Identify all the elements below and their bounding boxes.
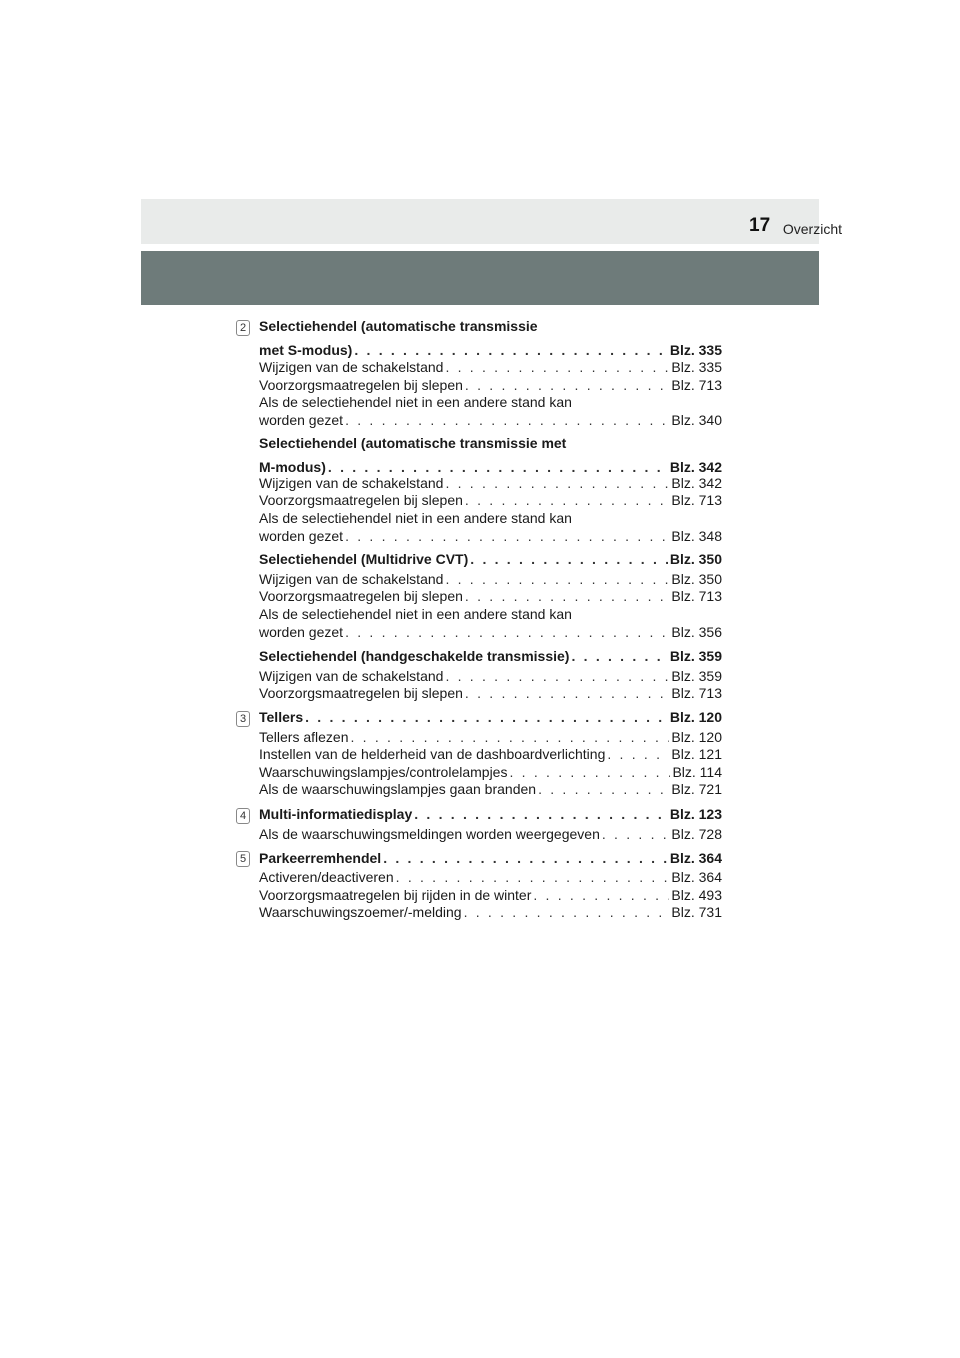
page-reference: Blz. 359 <box>669 648 722 664</box>
section-title: Overzicht <box>782 221 842 237</box>
page-reference: Blz. 342 <box>671 475 722 491</box>
toc-sub-entry <box>259 359 722 377</box>
entry-line <box>259 709 722 727</box>
page-reference: Blz. 335 <box>669 341 722 358</box>
dot-leader <box>305 709 668 727</box>
page-number: 17 <box>749 215 771 236</box>
entry-title: Wijzigen van de schakelstand <box>259 359 444 375</box>
entry-line <box>259 668 722 686</box>
entry-line <box>259 869 722 887</box>
entry-title: Voorzorgsmaatregelen bij slepen <box>259 588 463 604</box>
toc-main-entry <box>259 709 722 727</box>
entry-line <box>259 904 722 922</box>
toc-main-entry <box>259 648 722 666</box>
toc-sub-entry <box>259 904 722 922</box>
dot-leader <box>602 826 670 844</box>
toc-sub-entry <box>259 764 722 782</box>
toc-sub-entry <box>259 606 722 641</box>
entry-title: Voorzorgsmaatregelen bij slepen <box>259 377 463 393</box>
toc-sub-entry <box>259 394 722 429</box>
entry-title: met S-modus) <box>259 341 353 358</box>
page-reference: Blz. 350 <box>669 551 722 567</box>
entry-line <box>259 746 722 764</box>
entry-title-first-line: Als de selectiehendel niet in een andere stand kan <box>259 394 572 410</box>
toc-sub-entry <box>259 869 722 887</box>
page-reference: Blz. 340 <box>671 411 722 428</box>
dot-leader <box>465 588 670 606</box>
dot-leader <box>445 668 669 686</box>
toc-sub-entry <box>259 685 722 703</box>
page-reference: Blz. 713 <box>671 588 722 604</box>
toc-sub-entry <box>259 826 722 844</box>
dot-leader <box>351 729 670 747</box>
entry-title: Tellers aflezen <box>259 729 349 745</box>
entry-line <box>259 459 722 477</box>
entry-title: Voorzorgsmaatregelen bij slepen <box>259 492 463 508</box>
entry-title-first-line: Selectiehendel (automatische transmissie <box>259 318 538 334</box>
dot-leader <box>445 475 669 493</box>
page-reference: Blz. 713 <box>671 492 722 508</box>
entry-line <box>259 571 722 589</box>
entry-line <box>259 528 722 546</box>
entry-title: Selectiehendel (handgeschakelde transmissie) <box>259 648 570 664</box>
dot-leader <box>396 869 670 887</box>
page-reference: Blz. 121 <box>671 746 722 762</box>
page-reference: Blz. 123 <box>669 806 722 822</box>
page-reference: Blz. 731 <box>671 904 722 920</box>
entry-line <box>259 551 722 569</box>
dot-leader <box>445 571 669 589</box>
page-reference: Blz. 348 <box>671 527 722 544</box>
toc-sub-entry <box>259 377 722 395</box>
dot-leader <box>354 342 668 360</box>
toc-sub-entry <box>259 887 722 905</box>
entry-title: Wijzigen van de schakelstand <box>259 571 444 587</box>
dot-leader <box>607 746 669 764</box>
page-reference: Blz. 728 <box>671 826 722 842</box>
entry-title: Activeren/deactiveren <box>259 869 394 885</box>
entry-title: M-modus) <box>259 458 326 475</box>
page-reference: Blz. 342 <box>669 458 722 475</box>
toc-sub-entry <box>259 475 722 493</box>
dot-leader <box>445 359 669 377</box>
section-marker: 5 <box>236 851 250 867</box>
entry-line <box>259 492 722 510</box>
dot-leader <box>465 492 670 510</box>
entry-line <box>259 377 722 395</box>
entry-title: Parkeerremhendel <box>259 850 382 866</box>
entry-title: worden gezet <box>259 527 344 544</box>
toc-main-entry <box>259 806 722 824</box>
entry-title: Tellers <box>259 709 304 725</box>
entry-title: Waarschuwingslampjes/controlelampjes <box>259 764 508 780</box>
toc-main-entry <box>259 850 722 868</box>
entry-line <box>259 475 722 493</box>
entry-title: Selectiehendel (Multidrive CVT) <box>259 551 469 567</box>
dot-leader <box>571 648 667 666</box>
toc-sub-entry <box>259 492 722 510</box>
toc-sub-entry <box>259 729 722 747</box>
entry-title: Als de waarschuwingsmeldingen worden weergegeven <box>259 826 600 842</box>
page-reference: Blz. 350 <box>671 571 722 587</box>
entry-line <box>259 359 722 377</box>
page-reference: Blz. 364 <box>669 850 722 866</box>
entry-line <box>259 764 722 782</box>
entry-line <box>259 850 722 868</box>
entry-title: Voorzorgsmaatregelen bij slepen <box>259 685 463 701</box>
toc-sub-entry <box>259 588 722 606</box>
entry-title: Instellen van de helderheid van de dashboardverlichting <box>259 746 606 762</box>
dot-leader <box>414 806 668 824</box>
entry-line <box>259 826 722 844</box>
page-reference: Blz. 713 <box>671 685 722 701</box>
page-reference: Blz. 356 <box>671 623 722 640</box>
entry-title: Wijzigen van de schakelstand <box>259 475 444 491</box>
page-reference: Blz. 120 <box>671 729 722 745</box>
dot-leader <box>464 904 670 922</box>
toc-sub-entry <box>259 746 722 764</box>
toc-main-entry <box>259 318 722 359</box>
page-reference: Blz. 120 <box>669 709 722 725</box>
toc-sub-entry <box>259 781 722 799</box>
entry-title: Waarschuwingszoemer/-melding <box>259 904 462 920</box>
entry-line <box>259 412 722 430</box>
dot-leader <box>465 377 670 395</box>
entry-title: Wijzigen van de schakelstand <box>259 668 444 684</box>
entry-title-first-line: Als de selectiehendel niet in een andere stand kan <box>259 606 572 622</box>
dot-leader <box>509 764 670 782</box>
page-reference: Blz. 493 <box>671 887 722 903</box>
section-marker: 4 <box>236 808 250 824</box>
section-marker: 2 <box>236 320 250 336</box>
entry-title: worden gezet <box>259 623 344 640</box>
toc-main-entry <box>259 435 722 476</box>
entry-line <box>259 806 722 824</box>
toc-main-entry <box>259 551 722 569</box>
page-reference: Blz. 335 <box>671 359 722 375</box>
dot-leader <box>345 528 669 546</box>
entry-line <box>259 342 722 360</box>
entry-line <box>259 685 722 703</box>
entry-line <box>259 781 722 799</box>
page-reference: Blz. 713 <box>671 377 722 393</box>
header-bar <box>141 199 819 244</box>
dot-leader <box>345 624 669 642</box>
entry-line <box>259 648 722 666</box>
entry-title: Als de waarschuwingslampjes gaan branden <box>259 781 537 797</box>
header-band <box>141 251 819 305</box>
entry-title-first-line: Selectiehendel (automatische transmissie met <box>259 435 567 451</box>
entry-title: Voorzorgsmaatregelen bij rijden in de winter <box>259 887 532 903</box>
dot-leader <box>465 685 670 703</box>
entry-title: Multi-informatiedisplay <box>259 806 413 822</box>
entry-title-first-line: Als de selectiehendel niet in een andere stand kan <box>259 510 572 526</box>
entry-line <box>259 624 722 642</box>
page-reference: Blz. 364 <box>671 869 722 885</box>
dot-leader <box>538 781 669 799</box>
toc-sub-entry <box>259 510 722 545</box>
entry-title: worden gezet <box>259 411 344 428</box>
toc-sub-entry <box>259 668 722 686</box>
dot-leader <box>383 850 668 868</box>
page-reference: Blz. 721 <box>671 781 722 797</box>
entry-line <box>259 729 722 747</box>
entry-line <box>259 887 722 905</box>
dot-leader <box>470 551 668 569</box>
page-reference: Blz. 359 <box>671 668 722 684</box>
entry-line <box>259 588 722 606</box>
dot-leader <box>345 412 669 430</box>
dot-leader <box>533 887 669 905</box>
dot-leader <box>328 459 668 477</box>
toc-sub-entry <box>259 571 722 589</box>
section-marker: 3 <box>236 711 250 727</box>
page-reference: Blz. 114 <box>672 764 722 780</box>
